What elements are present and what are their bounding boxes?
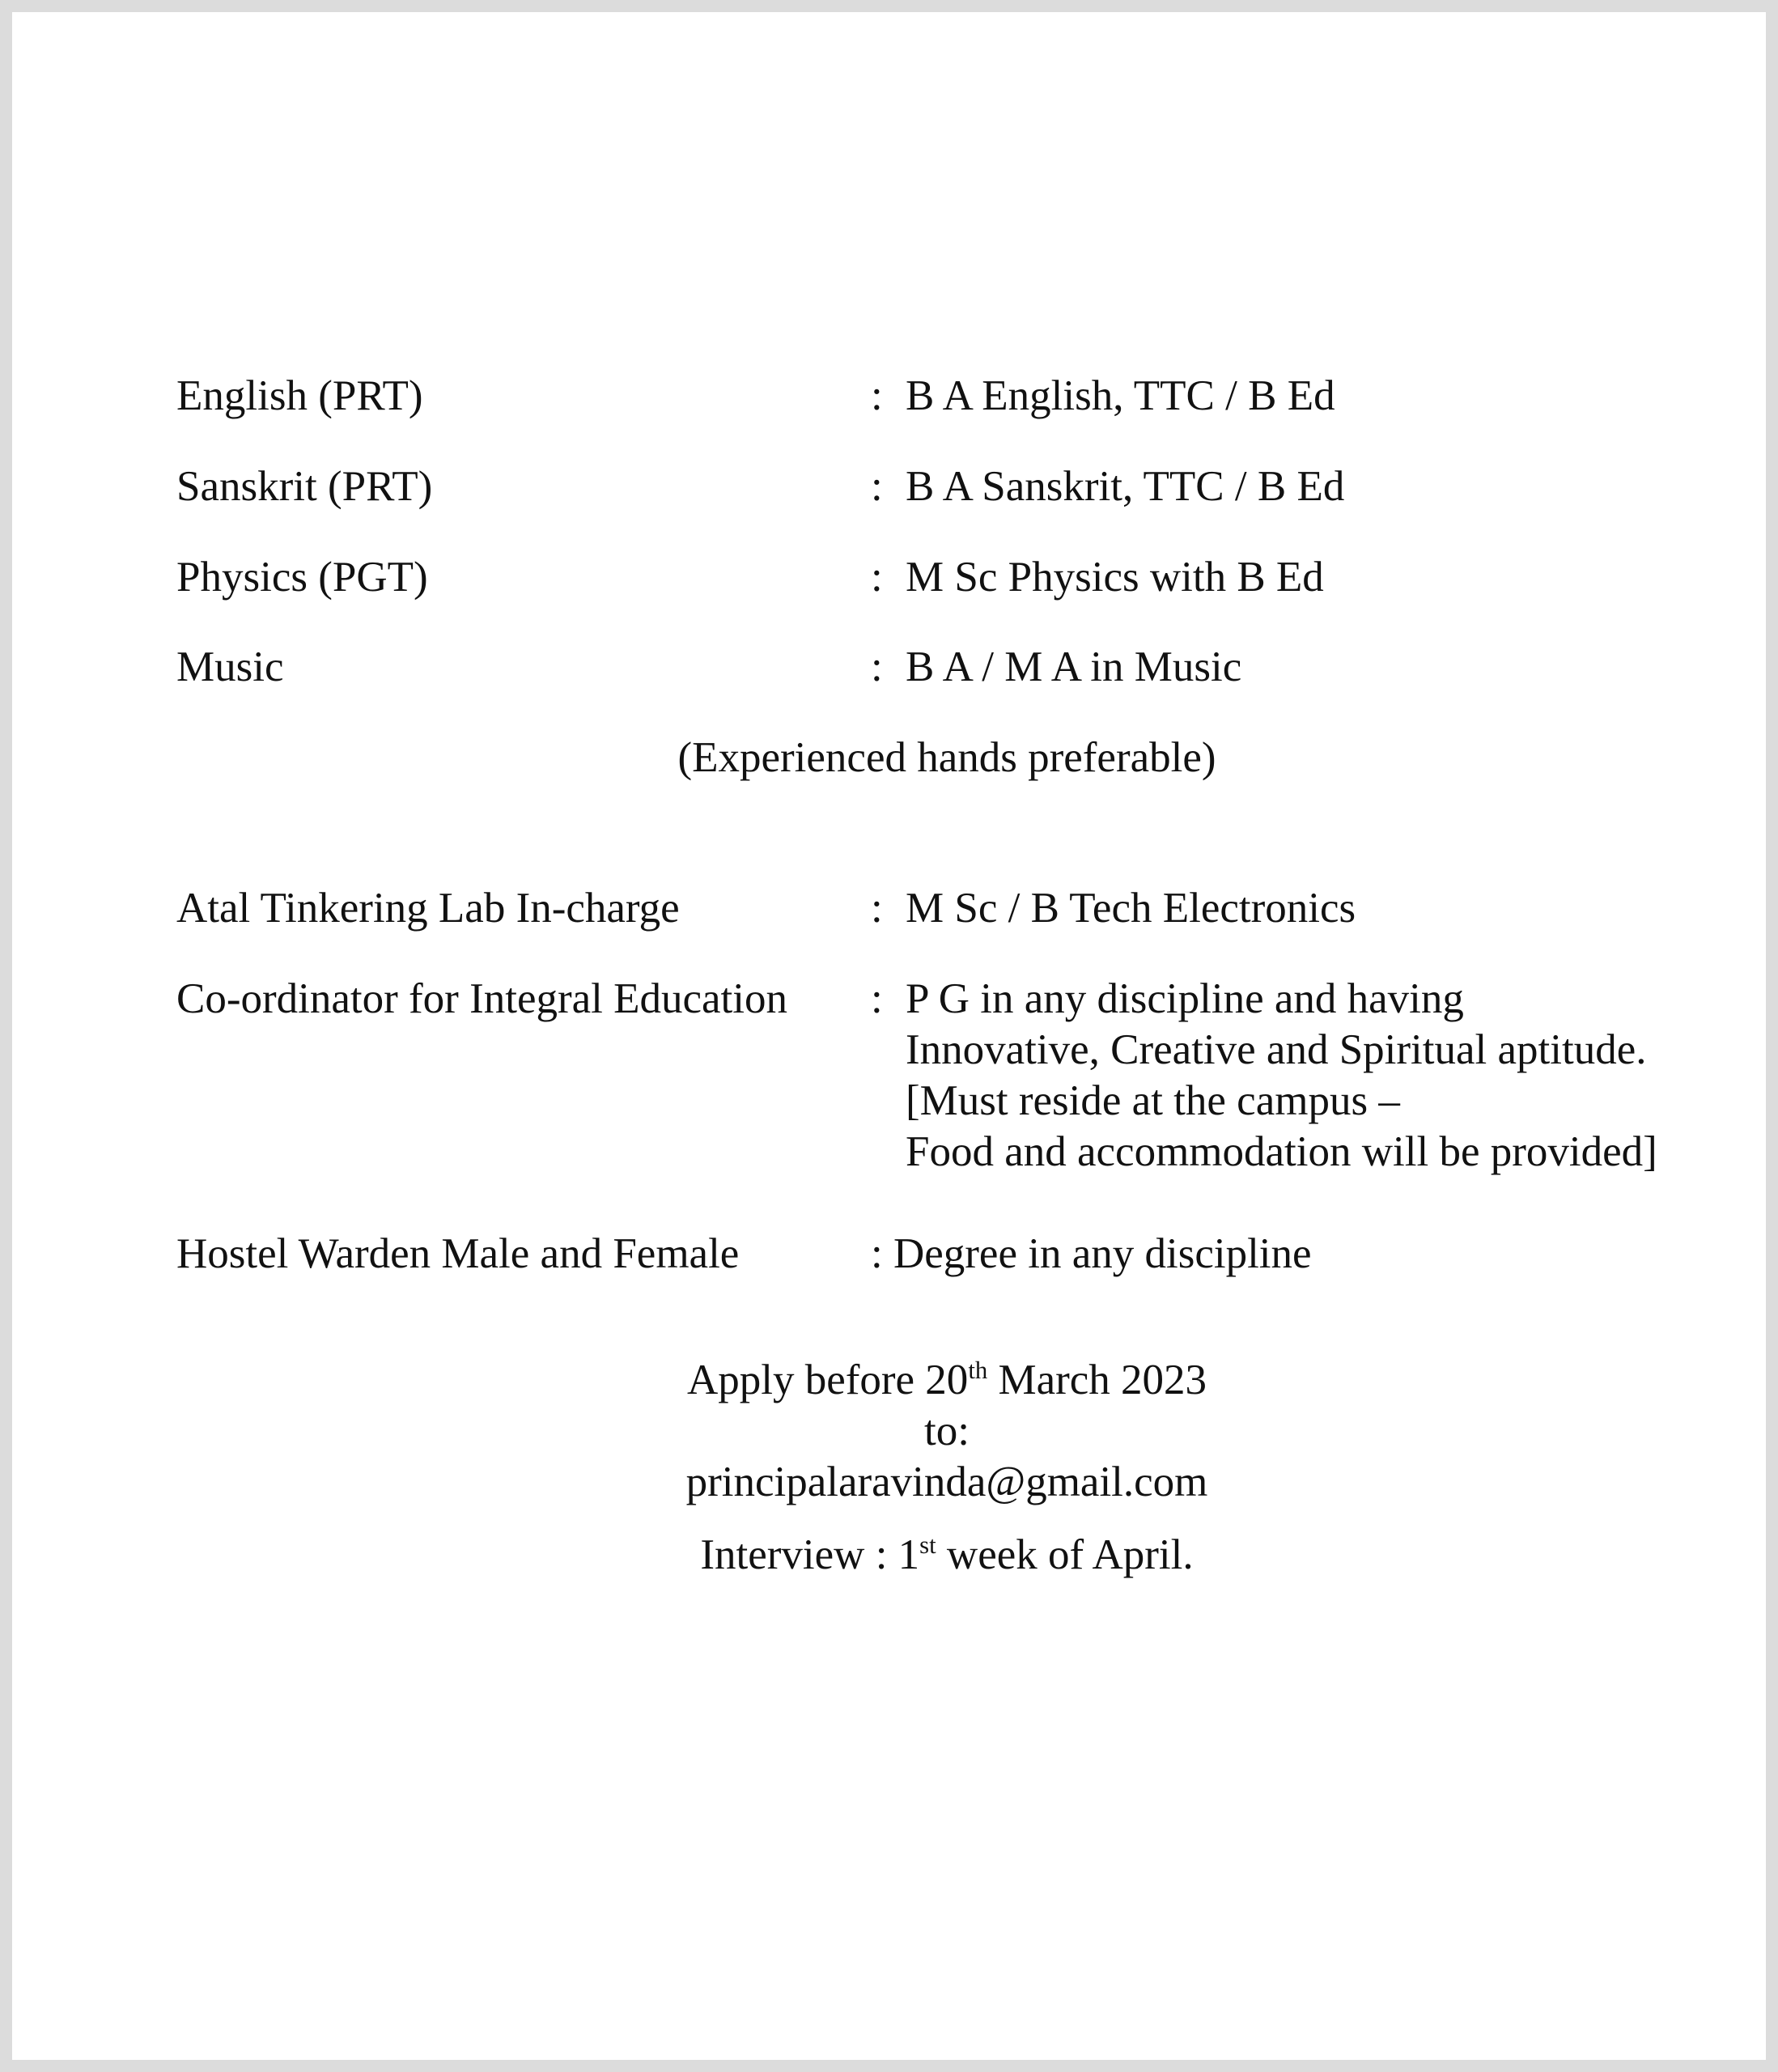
qualification-value: B A English, TTC / B Ed (906, 372, 1335, 419)
apply-to-label: to: (924, 1408, 970, 1454)
separator-colon: : (871, 554, 883, 601)
qualification-line: Food and accommodation will be provided] (906, 1128, 1657, 1175)
qualification-value: M Sc / B Tech Electronics (906, 885, 1356, 932)
separator-colon: : (871, 975, 883, 1022)
interview-schedule: Interview : 1st week of April. (700, 1531, 1194, 1578)
contact-email: principalaravinda@gmail.com (685, 1458, 1208, 1505)
document-page (12, 12, 1766, 2060)
separator-colon: : (871, 643, 883, 690)
qualification-value: : Degree in any discipline (871, 1230, 1312, 1277)
qualification-line: P G in any discipline and having (906, 975, 1464, 1022)
experience-note: (Experienced hands preferable) (677, 734, 1216, 781)
qualification-value: B A Sanskrit, TTC / B Ed (906, 463, 1345, 510)
separator-colon: : (871, 372, 883, 419)
apply-deadline: Apply before 20th March 2023 (686, 1356, 1207, 1403)
post-label: Music (176, 643, 284, 690)
qualification-line: [Must reside at the campus – (906, 1077, 1400, 1124)
post-label: Co-ordinator for Integral Education (176, 975, 787, 1022)
post-label: Atal Tinkering Lab In-charge (176, 885, 680, 932)
separator-colon: : (871, 885, 883, 932)
separator-colon: : (871, 463, 883, 510)
post-label: English (PRT) (176, 372, 423, 419)
qualification-value: M Sc Physics with B Ed (906, 554, 1324, 601)
post-label: Sanskrit (PRT) (176, 463, 433, 510)
qualification-line: Innovative, Creative and Spiritual aptitude. (906, 1026, 1647, 1073)
qualification-value: B A / M A in Music (906, 643, 1242, 690)
post-label: Hostel Warden Male and Female (176, 1230, 740, 1277)
post-label: Physics (PGT) (176, 554, 428, 601)
qualification-value-block (906, 974, 1657, 1178)
